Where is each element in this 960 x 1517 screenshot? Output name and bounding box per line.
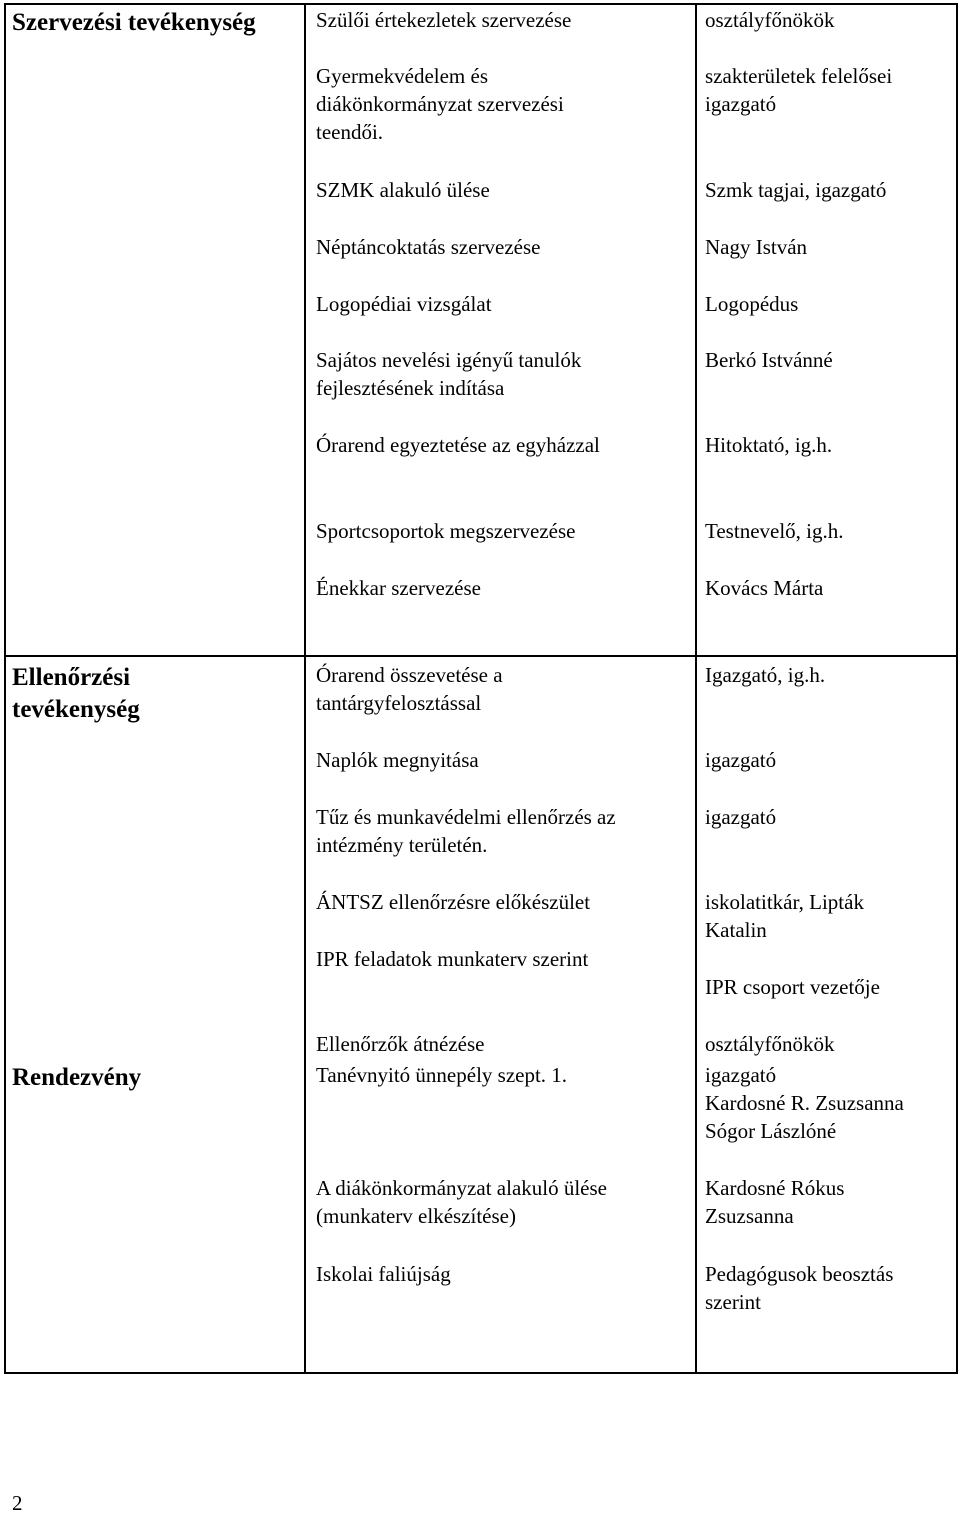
row-divider	[4, 655, 958, 657]
task-text: Logopédiai vizsgálat	[316, 292, 492, 316]
responsible-text: Kovács Márta	[705, 576, 824, 600]
column-divider-2	[695, 3, 697, 1374]
task-text: Iskolai faliújság	[316, 1262, 451, 1286]
responsible-text: Szmk tagjai, igazgató	[705, 178, 887, 202]
column-divider-1	[304, 3, 306, 1374]
task-text: IPR feladatok munkaterv szerint	[316, 947, 589, 971]
responsible-text: Logopédus	[705, 292, 799, 316]
responsible-text: Hitoktató, ig.h.	[705, 433, 833, 457]
responsible-text: igazgató	[705, 805, 777, 829]
task-text: Énekkar szervezése	[316, 576, 481, 600]
responsible-text: iskolatitkár, Lipták Katalin	[705, 890, 864, 942]
table-border-bottom	[4, 1372, 958, 1374]
page-number: 2	[12, 1491, 23, 1515]
responsible-text: szakterületek felelősei igazgató	[705, 64, 893, 116]
task-text: Szülői értekezletek szervezése	[316, 8, 572, 32]
task-text: Sajátos nevelési igényű tanulók fejlesztésének indítása	[316, 348, 582, 400]
task-text: Tűz és munkavédelmi ellenőrzés az intézmény területén.	[316, 805, 616, 857]
task-text: A diákönkormányzat alakuló ülése (munkaterv elkészítése)	[316, 1176, 607, 1228]
task-text: Néptáncoktatás szervezése	[316, 235, 541, 259]
responsible-text: IPR csoport vezetője	[705, 975, 880, 999]
section-heading: Szervezési tevékenység	[12, 9, 256, 36]
section-heading: Rendezvény	[12, 1064, 142, 1091]
task-text: Ellenőrzők átnézése	[316, 1032, 485, 1056]
responsible-text: igazgató	[705, 748, 777, 772]
task-text: Naplók megnyitása	[316, 748, 479, 772]
task-text: SZMK alakuló ülése	[316, 178, 490, 202]
responsible-text: Testnevelő, ig.h.	[705, 519, 844, 543]
responsible-text: osztályfőnökök	[705, 1032, 835, 1056]
section-heading: Ellenőrzési tevékenység	[12, 664, 140, 723]
table-border-top	[4, 3, 958, 5]
task-text: Sportcsoportok megszervezése	[316, 519, 576, 543]
table-border-left	[4, 3, 6, 1374]
task-text: Gyermekvédelem és diákönkormányzat szervezési teendői.	[316, 64, 564, 144]
responsible-text: Nagy István	[705, 235, 808, 259]
responsible-text: osztályfőnökök	[705, 8, 835, 32]
responsible-text: Kardosné Rókus Zsuzsanna	[705, 1176, 845, 1228]
task-text: Tanévnyitó ünnepély szept. 1.	[316, 1063, 568, 1087]
task-text: ÁNTSZ ellenőrzésre előkészület	[316, 890, 591, 914]
responsible-text: Igazgató, ig.h.	[705, 663, 826, 687]
task-text: Órarend összevetése a tantárgyfelosztással	[316, 663, 503, 715]
responsible-text: Pedagógusok beosztás szerint	[705, 1262, 894, 1314]
responsible-text: igazgató Kardosné R. Zsuzsanna Sógor Lászlóné	[705, 1063, 904, 1143]
task-text: Órarend egyeztetése az egyházzal	[316, 433, 600, 457]
table-border-right	[956, 3, 958, 1374]
responsible-text: Berkó Istvánné	[705, 348, 833, 372]
